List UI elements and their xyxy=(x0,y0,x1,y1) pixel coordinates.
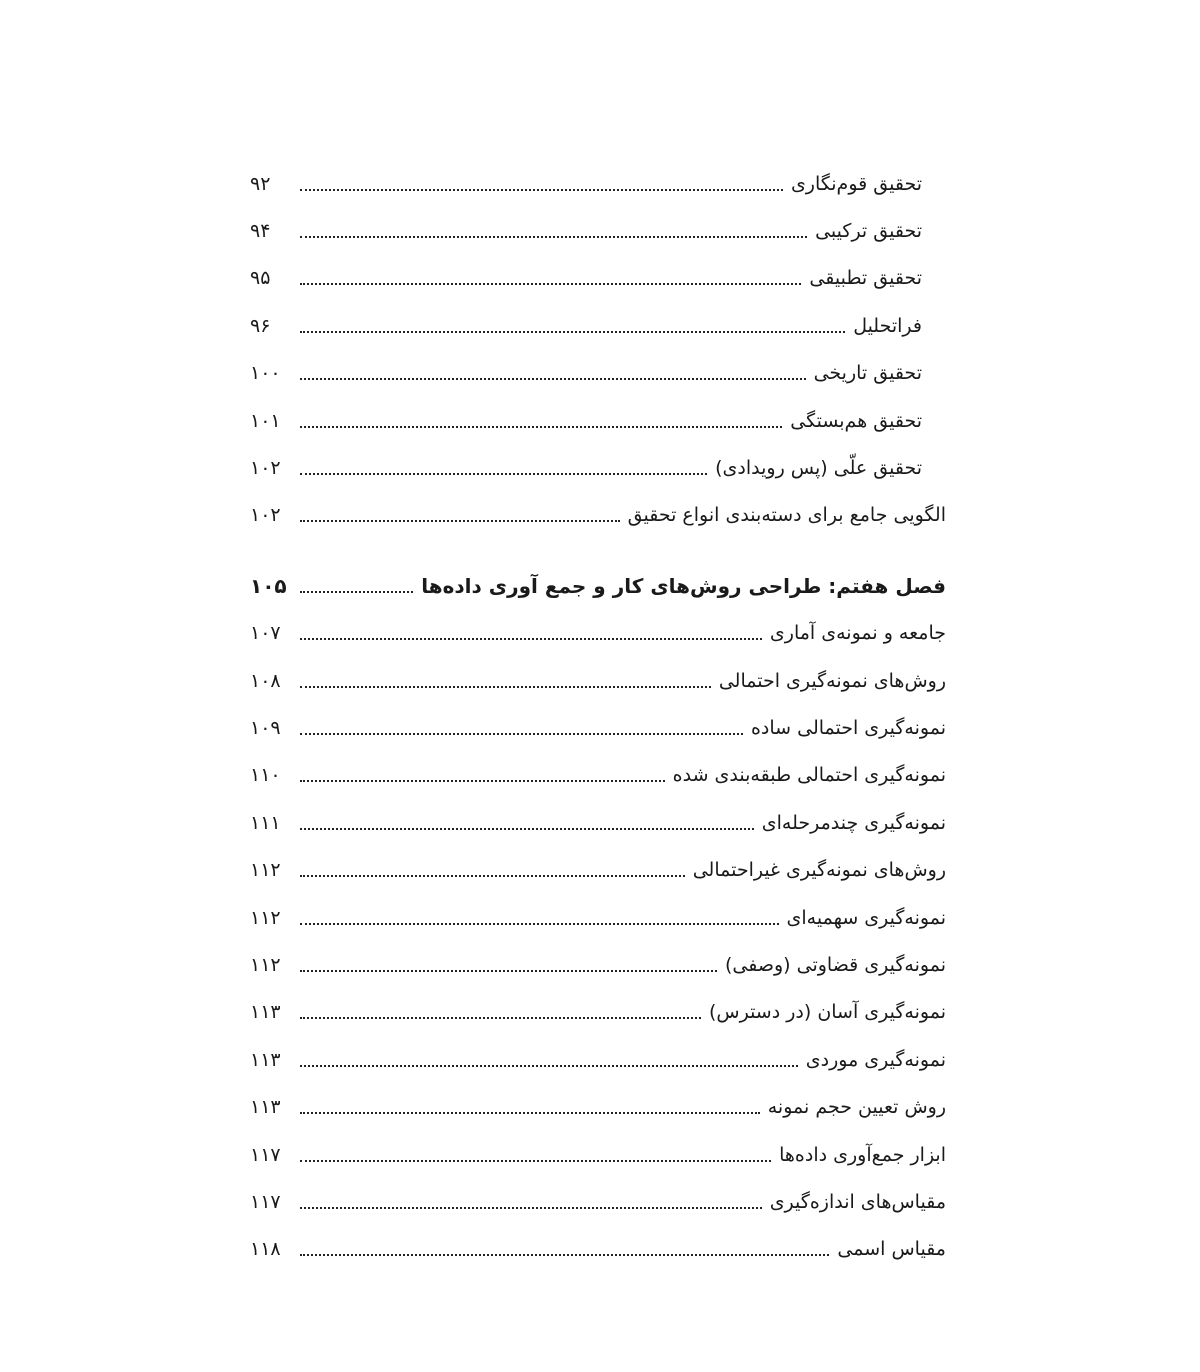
toc-entry-page: ۱۰۸ xyxy=(250,669,281,692)
dot-leader xyxy=(300,1160,771,1162)
toc-entry-page: ۱۰۰ xyxy=(250,362,281,385)
dot-leader xyxy=(300,875,685,877)
toc-entry-title: تحقیق هم‌بستگی xyxy=(790,409,922,432)
dot-leader xyxy=(300,331,845,333)
toc-entry[interactable] xyxy=(250,1178,946,1225)
dot-leader xyxy=(300,686,711,688)
toc-entry[interactable] xyxy=(250,941,946,988)
dot-leader xyxy=(300,426,782,428)
toc-entry[interactable] xyxy=(250,302,946,349)
toc-entry-page: ۹۶ xyxy=(250,314,271,337)
dot-leader xyxy=(300,283,801,285)
toc-entry[interactable] xyxy=(250,657,946,704)
toc-chapter-page: ۱۰۵ xyxy=(250,573,287,598)
dot-leader xyxy=(300,828,754,830)
toc-entry[interactable] xyxy=(250,704,946,751)
toc-entry-page: ۱۱۸ xyxy=(250,1238,281,1261)
toc-entry-title: مقیاس اسمی xyxy=(837,1238,946,1261)
toc-entry[interactable] xyxy=(250,492,946,539)
dot-leader xyxy=(300,236,807,238)
table-of-contents xyxy=(250,160,946,1273)
toc-entry-title: روش تعیین حجم نمونه xyxy=(767,1096,946,1119)
toc-entry-title: جامعه و نمونه‌ی آماری xyxy=(769,622,946,645)
dot-leader xyxy=(300,780,665,782)
dot-leader xyxy=(300,189,783,191)
toc-entry-title: الگویی جامع برای دسته‌بندی انواع تحقیق xyxy=(627,504,946,527)
toc-entry[interactable] xyxy=(250,989,946,1036)
toc-entry-title: فراتحلیل xyxy=(853,314,922,337)
toc-entry-title: ابزار جمع‌آوری داده‌ها xyxy=(779,1143,946,1166)
toc-entry-page: ۱۱۱ xyxy=(250,811,281,834)
toc-entry-page: ۱۰۲ xyxy=(250,457,281,480)
toc-entry-title: روش‌های نمونه‌گیری غیراحتمالی xyxy=(692,859,946,882)
toc-entry-title: روش‌های نمونه‌گیری احتمالی xyxy=(718,669,946,692)
dot-leader xyxy=(300,591,413,593)
toc-entry[interactable] xyxy=(250,1226,946,1273)
toc-entry-title: نمونه‌گیری موردی xyxy=(805,1048,946,1071)
toc-entry-title: تحقیق قوم‌نگاری xyxy=(790,172,922,195)
toc-entry-page: ۱۱۳ xyxy=(250,1096,281,1119)
dot-leader xyxy=(300,520,620,522)
toc-entry[interactable] xyxy=(250,350,946,397)
toc-entry-page: ۱۰۱ xyxy=(250,409,281,432)
toc-entry[interactable] xyxy=(250,255,946,302)
dot-leader xyxy=(300,1065,798,1067)
toc-entry-page: ۹۲ xyxy=(250,172,271,195)
toc-entry-page: ۹۵ xyxy=(250,267,271,290)
dot-leader xyxy=(300,733,743,735)
dot-leader xyxy=(300,378,806,380)
toc-entry[interactable] xyxy=(250,160,946,207)
dot-leader xyxy=(300,1254,829,1256)
toc-entry-page: ۱۱۳ xyxy=(250,1001,281,1024)
toc-entry-title: نمونه‌گیری احتمالی ساده xyxy=(750,716,946,739)
toc-entry[interactable] xyxy=(250,207,946,254)
toc-entry[interactable] xyxy=(250,444,946,491)
toc-entry[interactable] xyxy=(250,846,946,893)
toc-entry-page: ۹۴ xyxy=(250,220,271,243)
dot-leader xyxy=(300,923,779,925)
dot-leader xyxy=(300,1017,701,1019)
dot-leader xyxy=(300,473,707,475)
dot-leader xyxy=(300,1207,762,1209)
toc-entry-page: ۱۰۷ xyxy=(250,622,281,645)
toc-entry-title: تحقیق ترکیبی xyxy=(815,220,922,243)
toc-entry-page: ۱۱۲ xyxy=(250,859,281,882)
toc-entry-title: نمونه‌گیری قضاوتی (وصفی) xyxy=(724,953,946,976)
toc-entry-page: ۱۰۲ xyxy=(250,504,281,527)
toc-entry[interactable] xyxy=(250,799,946,846)
toc-entry[interactable] xyxy=(250,397,946,444)
toc-entry-page: ۱۱۰ xyxy=(250,764,281,787)
toc-entry-title: نمونه‌گیری آسان (در دسترس) xyxy=(708,1001,946,1024)
dot-leader xyxy=(300,970,717,972)
toc-entry-title: نمونه‌گیری چندمرحله‌ای xyxy=(761,811,946,834)
toc-entry-title: تحقیق علّی (پس رویدادی) xyxy=(715,457,922,480)
toc-entry-title: نمونه‌گیری سهمیه‌ای xyxy=(786,906,946,929)
toc-entry[interactable] xyxy=(250,1131,946,1178)
toc-chapter-title: فصل هفتم: طراحی روش‌های کار و جمع آوری داده‌ها xyxy=(421,573,946,598)
toc-entry-page: ۱۱۳ xyxy=(250,1048,281,1071)
toc-entry-title: تحقیق تاریخی xyxy=(813,362,922,385)
toc-entry[interactable] xyxy=(250,752,946,799)
toc-entry-title: تحقیق تطبیقی xyxy=(809,267,922,290)
toc-chapter-heading[interactable] xyxy=(250,562,946,609)
toc-entry-page: ۱۱۷ xyxy=(250,1143,281,1166)
toc-entry[interactable] xyxy=(250,894,946,941)
toc-entry-page: ۱۰۹ xyxy=(250,716,281,739)
toc-entry-page: ۱۱۲ xyxy=(250,906,281,929)
toc-entry[interactable] xyxy=(250,610,946,657)
dot-leader xyxy=(300,638,762,640)
toc-entry-page: ۱۱۲ xyxy=(250,953,281,976)
toc-entry-title: مقیاس‌های اندازه‌گیری xyxy=(769,1190,946,1213)
dot-leader xyxy=(300,1112,760,1114)
toc-entry[interactable] xyxy=(250,1036,946,1083)
toc-entry-title: نمونه‌گیری احتمالی طبقه‌بندی شده xyxy=(672,764,946,787)
toc-entry[interactable] xyxy=(250,1083,946,1130)
toc-entry-page: ۱۱۷ xyxy=(250,1190,281,1213)
